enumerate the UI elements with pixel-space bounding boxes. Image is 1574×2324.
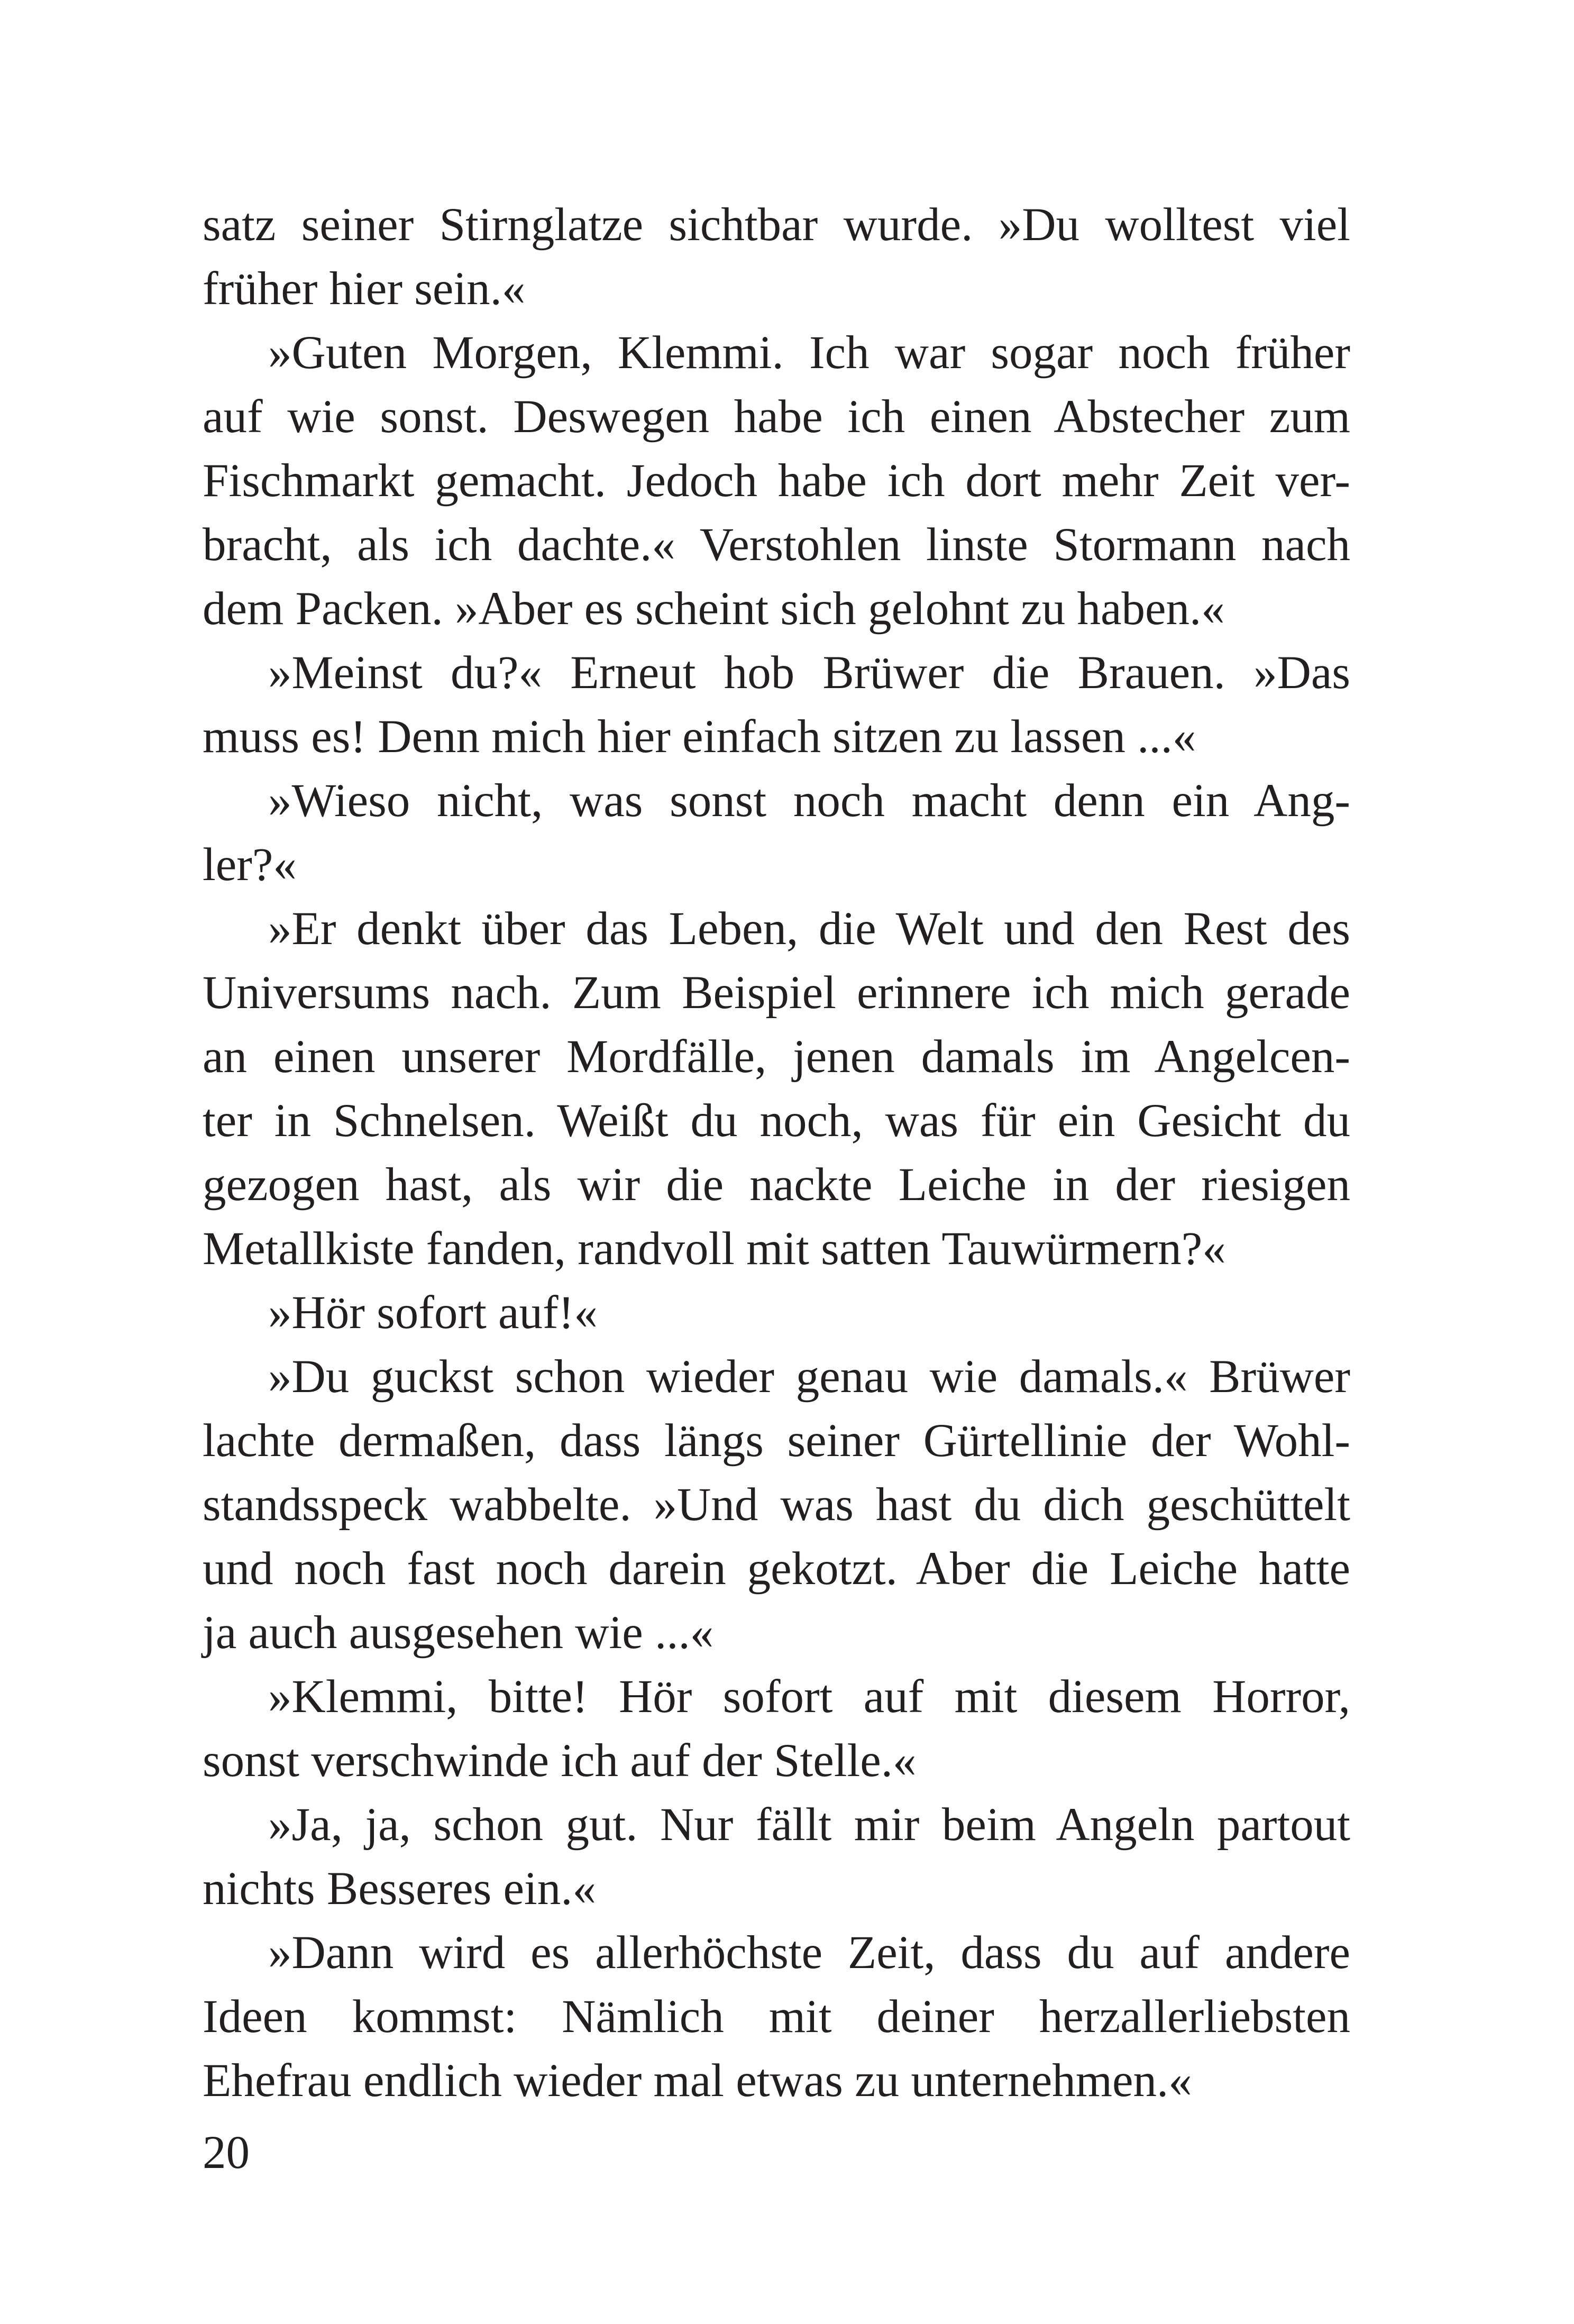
text-line: früher hier sein.« (203, 263, 526, 315)
text-line: »Meinst du?« Erneut hob Brüwer die Brauen. »Das (268, 647, 1350, 699)
text-line: ter in Schnelsen. Weißt du noch, was für ein Gesicht du (203, 1095, 1350, 1147)
text-line: standsspeck wabbelte. »Und was hast du dich geschüttelt (203, 1479, 1350, 1531)
text-line: dem Packen. »Aber es scheint sich gelohnt zu haben.« (203, 583, 1225, 635)
text-line: »Hör sofort auf!« (268, 1287, 598, 1339)
page-number: 20 (203, 2127, 250, 2179)
text-line: an einen unserer Mordfälle, jenen damals im Angelcen- (203, 1031, 1350, 1083)
text-line: und noch fast noch darein gekotzt. Aber die Leiche hatte (203, 1543, 1350, 1595)
text-line: Metallkiste fanden, randvoll mit satten Tauwürmern?« (203, 1223, 1226, 1275)
text-line: auf wie sonst. Deswegen habe ich einen Abstecher zum (203, 391, 1350, 443)
text-line: muss es! Denn mich hier einfach sitzen zu lassen ...« (203, 711, 1196, 763)
text-line: »Ja, ja, schon gut. Nur fällt mir beim Angeln partout (268, 1799, 1350, 1851)
text-line: Ideen kommst: Nämlich mit deiner herzallerliebsten (203, 1991, 1350, 2043)
text-line: Universums nach. Zum Beispiel erinnere ich mich gerade (203, 967, 1350, 1019)
text-line: Ehefrau endlich wieder mal etwas zu unternehmen.« (203, 2055, 1192, 2107)
text-line: lachte dermaßen, dass längs seiner Gürtellinie der Wohl- (203, 1415, 1350, 1467)
text-line: Fischmarkt gemacht. Jedoch habe ich dort mehr Zeit ver- (203, 455, 1350, 507)
text-line: bracht, als ich dachte.« Verstohlen linste Stormann nach (203, 519, 1350, 571)
text-line: sonst verschwinde ich auf der Stelle.« (203, 1735, 917, 1787)
text-line: »Wieso nicht, was sonst noch macht denn ein Ang- (268, 775, 1350, 827)
body-text (203, 193, 1350, 2113)
text-line: »Er denkt über das Leben, die Welt und den Rest des (268, 903, 1350, 955)
text-line: »Dann wird es allerhöchste Zeit, dass du auf andere (268, 1927, 1350, 1979)
text-line: »Klemmi, bitte! Hör sofort auf mit diesem Horror, (268, 1671, 1350, 1723)
text-line: satz seiner Stirnglatze sichtbar wurde. »Du wolltest viel (203, 199, 1350, 251)
text-line: »Guten Morgen, Klemmi. Ich war sogar noch früher (268, 327, 1350, 379)
text-line: gezogen hast, als wir die nackte Leiche in der riesigen (203, 1159, 1350, 1211)
text-line: ja auch ausgesehen wie ...« (203, 1607, 714, 1659)
text-line: ler?« (203, 839, 297, 891)
text-line: nichts Besseres ein.« (203, 1863, 596, 1915)
text-line: »Du guckst schon wieder genau wie damals.« Brüwer (268, 1351, 1350, 1403)
